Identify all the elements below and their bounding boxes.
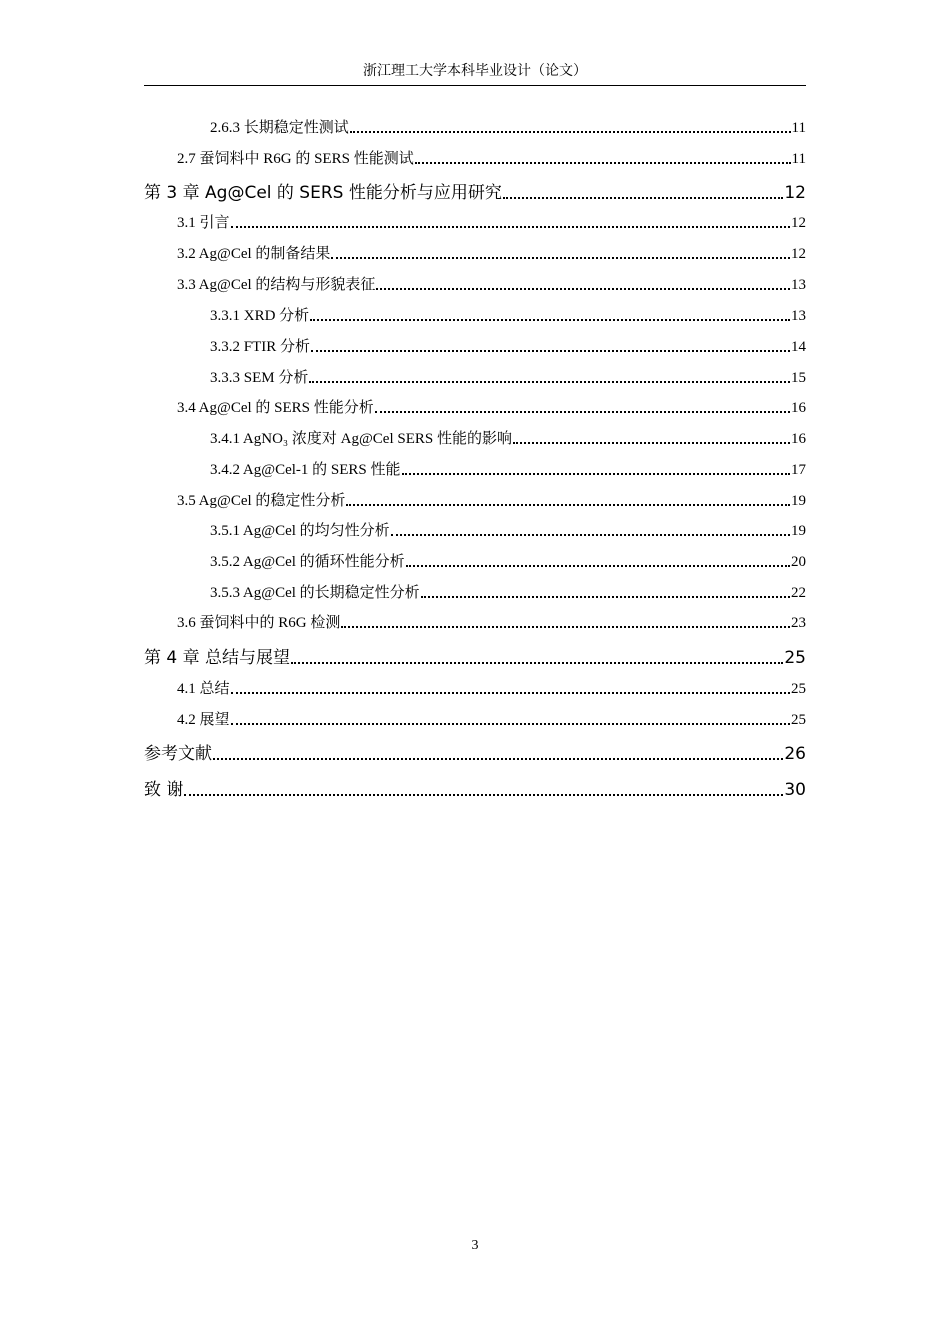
toc-entry bbox=[144, 737, 806, 765]
toc-entry-page: 12 bbox=[791, 215, 806, 231]
toc-entry-page: 11 bbox=[791, 120, 806, 136]
toc-dot-leader bbox=[231, 692, 790, 694]
toc-entry bbox=[144, 609, 806, 633]
toc-dot-leader bbox=[406, 565, 790, 567]
toc-entry bbox=[144, 425, 806, 449]
toc-entry-title: 3.4.1 AgNO₃ 浓度对 Ag@Cel SERS 性能的影响 bbox=[210, 431, 512, 447]
toc-entry-page: 20 bbox=[791, 554, 806, 570]
toc-entry bbox=[144, 240, 806, 264]
toc-dot-leader bbox=[213, 758, 783, 760]
toc-dot-leader bbox=[291, 662, 783, 664]
toc-entry-page: 16 bbox=[791, 431, 806, 447]
toc-entry-title: 3.4 Ag@Cel 的 SERS 性能分析 bbox=[177, 400, 374, 416]
toc-entry-page: 25 bbox=[784, 648, 806, 668]
toc-entry-title: 3.1 引言 bbox=[177, 215, 230, 231]
toc-entry bbox=[144, 302, 806, 326]
toc-entry-title: 3.3 Ag@Cel 的结构与形貌表征 bbox=[177, 277, 376, 293]
toc-entry-page: 19 bbox=[791, 493, 806, 509]
toc-entry bbox=[144, 675, 806, 699]
toc-entry bbox=[144, 145, 806, 169]
toc-entry-title: 2.7 蚕饲料中 R6G 的 SERS 性能测试 bbox=[177, 151, 414, 167]
toc-dot-leader bbox=[376, 288, 790, 290]
toc-entry bbox=[144, 333, 806, 357]
toc-entry bbox=[144, 364, 806, 388]
toc-entry-page: 11 bbox=[791, 151, 806, 167]
toc-entry-page: 15 bbox=[791, 370, 806, 386]
toc-entry bbox=[144, 394, 806, 418]
toc-entry-page: 14 bbox=[791, 339, 806, 355]
toc-entry-title: 第 3 章 Ag@Cel 的 SERS 性能分析与应用研究 bbox=[144, 183, 502, 203]
toc-entry bbox=[144, 487, 806, 511]
toc-dot-leader bbox=[231, 226, 790, 228]
table-of-contents bbox=[144, 0, 806, 1344]
toc-entry-page: 13 bbox=[791, 308, 806, 324]
toc-entry bbox=[144, 456, 806, 480]
toc-dot-leader bbox=[421, 596, 790, 598]
toc-entry bbox=[144, 579, 806, 603]
toc-dot-leader bbox=[311, 350, 790, 352]
toc-entry bbox=[144, 176, 806, 204]
toc-entry-page: 25 bbox=[791, 712, 806, 728]
toc-entry-title: 致 谢 bbox=[144, 780, 184, 800]
toc-dot-leader bbox=[341, 626, 790, 628]
toc-dot-leader bbox=[391, 534, 790, 536]
toc-entry-page: 12 bbox=[784, 183, 806, 203]
toc-entry-title: 参考文献 bbox=[144, 744, 212, 764]
toc-entry-page: 23 bbox=[791, 615, 806, 631]
toc-dot-leader bbox=[231, 723, 790, 725]
toc-dot-leader bbox=[346, 504, 790, 506]
toc-dot-leader bbox=[310, 319, 790, 321]
toc-entry-title: 第 4 章 总结与展望 bbox=[144, 648, 291, 668]
toc-dot-leader bbox=[513, 442, 790, 444]
toc-entry-title: 3.3.3 SEM 分析 bbox=[210, 370, 309, 386]
toc-entry-page: 17 bbox=[791, 462, 806, 478]
toc-entry bbox=[144, 271, 806, 295]
toc-entry bbox=[144, 706, 806, 730]
toc-entry-title: 3.5 Ag@Cel 的稳定性分析 bbox=[177, 493, 346, 509]
toc-entry-page: 26 bbox=[784, 744, 806, 764]
toc-entry-page: 22 bbox=[791, 585, 806, 601]
toc-entry-title: 4.2 展望 bbox=[177, 712, 230, 728]
toc-entry bbox=[144, 641, 806, 669]
toc-entry bbox=[144, 548, 806, 572]
toc-entry-title: 3.5.2 Ag@Cel 的循环性能分析 bbox=[210, 554, 405, 570]
toc-dot-leader bbox=[331, 257, 790, 259]
toc-entry bbox=[144, 114, 806, 138]
page-number: 3 bbox=[471, 1238, 479, 1253]
toc-entry-page: 30 bbox=[784, 780, 806, 800]
toc-dot-leader bbox=[309, 381, 790, 383]
toc-entry-title: 2.6.3 长期稳定性测试 bbox=[210, 120, 349, 136]
toc-entry-title: 3.6 蚕饲料中的 R6G 检测 bbox=[177, 615, 341, 631]
toc-entry-page: 12 bbox=[791, 246, 806, 262]
toc-entry-page: 25 bbox=[791, 681, 806, 697]
toc-entry bbox=[144, 773, 806, 801]
toc-entry-title: 3.3.1 XRD 分析 bbox=[210, 308, 310, 324]
toc-entry-title: 3.5.3 Ag@Cel 的长期稳定性分析 bbox=[210, 585, 420, 601]
toc-entry-title: 3.2 Ag@Cel 的制备结果 bbox=[177, 246, 331, 262]
toc-entry-title: 3.4.2 Ag@Cel-1 的 SERS 性能 bbox=[210, 462, 401, 478]
toc-entry-page: 16 bbox=[791, 400, 806, 416]
toc-entry bbox=[144, 517, 806, 541]
toc-entry-title: 3.5.1 Ag@Cel 的均匀性分析 bbox=[210, 523, 390, 539]
toc-dot-leader bbox=[415, 162, 791, 164]
toc-entry bbox=[144, 209, 806, 233]
toc-entry-page: 13 bbox=[791, 277, 806, 293]
toc-dot-leader bbox=[375, 411, 790, 413]
toc-entry-page: 19 bbox=[791, 523, 806, 539]
toc-dot-leader bbox=[184, 794, 783, 796]
toc-entry-title: 3.3.2 FTIR 分析 bbox=[210, 339, 311, 355]
toc-entry-title: 4.1 总结 bbox=[177, 681, 230, 697]
toc-dot-leader bbox=[503, 197, 784, 199]
toc-dot-leader bbox=[402, 473, 791, 475]
toc-dot-leader bbox=[350, 131, 791, 133]
running-header: 浙江理工大学本科毕业设计（论文） bbox=[363, 64, 587, 79]
